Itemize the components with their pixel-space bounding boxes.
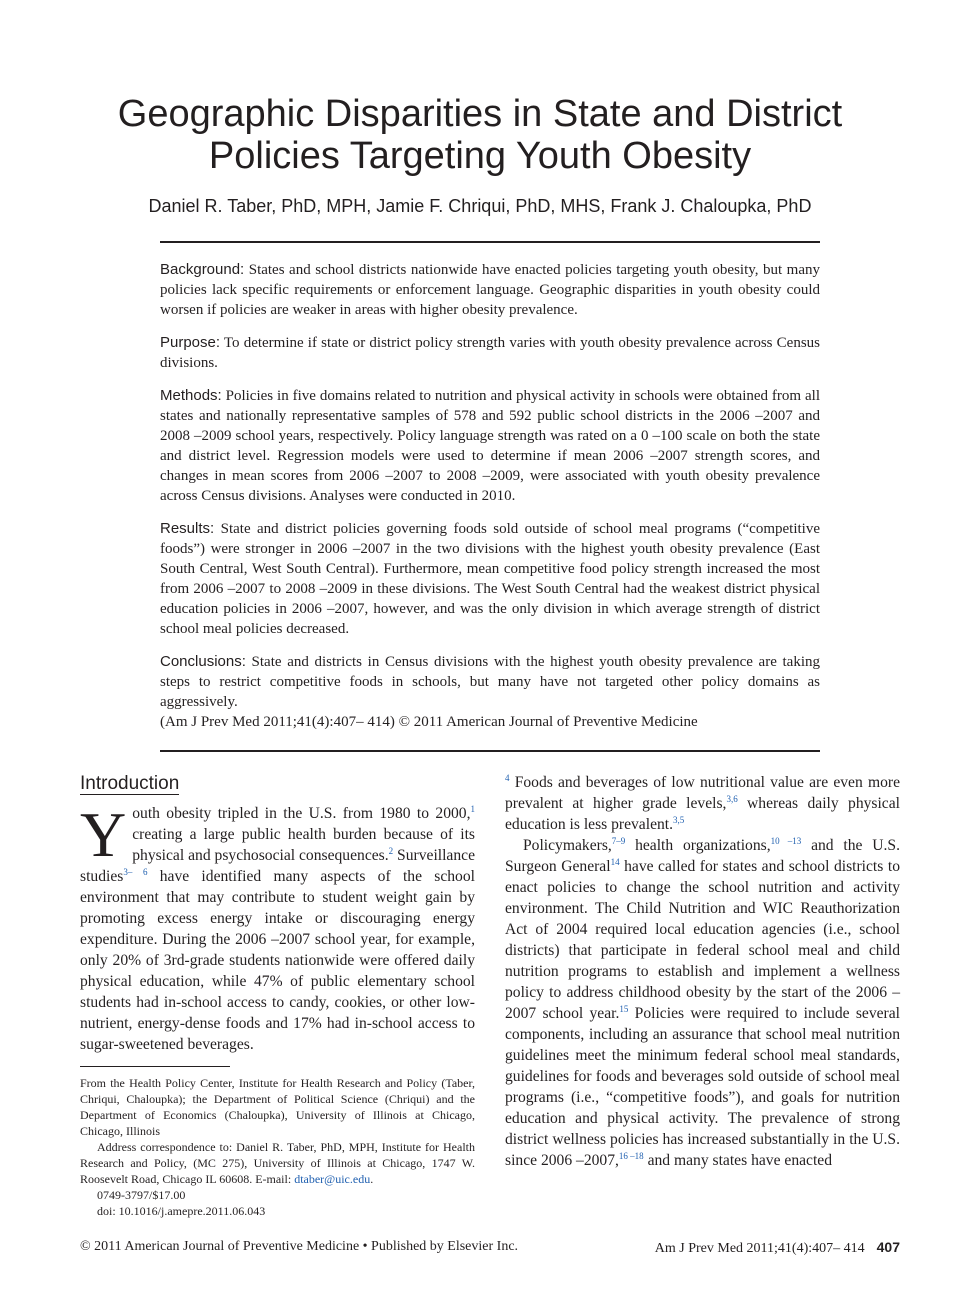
ref-link[interactable]: 1	[470, 803, 475, 814]
section-heading	[80, 772, 475, 796]
drop-cap: Y	[80, 799, 127, 870]
title-line-1: Geographic Disparities in State and District	[117, 93, 843, 135]
methods-text: Policies in five domains related to nutrition and physical activity in schools were obtained from all states and nationally representative samples of 578 and 592 public school districts in the 2006 –2007 and 2008 –2009 school years, respectively. Policy language strength was rated on a 0 –100 scale on both the state and district level. Regression models were used to determine if mean 2006 –2007 strength scores, and changes in mean scores from 2006 –2007 to 2008 –2009, were associated with youth obesity prevalence across Census divisions. Analyses were conducted in 2010.	[160, 388, 820, 504]
abstract-purpose	[160, 333, 820, 373]
abstract-bottom-rule	[160, 750, 820, 752]
intro-p1-text-d-start: have identified many aspects of the school environment that may contribute to student weight gain by promoting excess energy intake or discouraging energy expenditure. During the 2006 –2007 school year, for example, only 20% of 3rd-grade students nationwide were offered daily physical education, while 47% of public elementary school students had in-school access to candy, cookies, or other low-nutrient, energy-dense foods and 17% had in-school access to sugar-sweetened beverages.	[80, 868, 475, 1053]
footer-copyright: © 2011 American Journal of Preventive Medicine • Published by Elsevier Inc.	[80, 1239, 519, 1254]
page-number: 407	[876, 1239, 900, 1255]
email-link[interactable]: dtaber@uic.edu	[294, 1172, 371, 1186]
ref-link[interactable]: 14	[610, 856, 620, 867]
right-column	[505, 772, 900, 1171]
intro-p1-text-e: Foods and beverages of low nutritional value are even more prevalent at higher grade levels,	[505, 774, 900, 812]
title-line-2: Policies Targeting Youth Obesity	[208, 135, 752, 177]
intro-paragraph-1	[80, 799, 475, 1055]
abstract-conclusions	[160, 652, 820, 712]
intro-p1-text-a: outh obesity tripled in the U.S. from 1980 to 2000,	[132, 805, 471, 822]
background-label: Background:	[160, 261, 245, 278]
intro-paragraph-1-cont	[505, 772, 900, 835]
author-list: Daniel R. Taber, PhD, MPH, Jamie F. Chriqui, PhD, MHS, Frank J. Chaloupka, PhD	[148, 196, 812, 216]
results-label: Results:	[160, 520, 215, 537]
methods-label: Methods:	[160, 387, 222, 404]
conclusions-label: Conclusions:	[160, 653, 246, 670]
ref-link[interactable]: 16 –18	[618, 1150, 644, 1161]
affiliation-note: From the Health Policy Center, Institute for Health Research and Policy (Taber, Chriqui, Chaloupka); the Department of Political Science (Chriqui) and the Department of Economics (Chaloupka), University of Illinois at Chicago, Chicago, Illinois	[80, 1076, 475, 1138]
abstract	[160, 260, 820, 745]
intro-paragraph-2	[505, 835, 900, 1171]
background-text: States and school districts nationwide have enacted policies targeting youth obesity, but many policies lack specific requirements or enforcement language. Geographic disparities in youth obesity could worsen if policies are weaker in areas with higher obesity prevalence.	[160, 262, 820, 318]
correspondence-period: .	[370, 1172, 374, 1186]
ref-link[interactable]: 3,6	[726, 793, 738, 804]
footer-journal	[655, 1238, 900, 1258]
intro-p2-text-f: and many states have enacted	[643, 1152, 833, 1169]
abstract-methods	[160, 386, 820, 506]
intro-p1-text-f: whereas daily physical education is less prevalent.	[505, 795, 900, 833]
doi-note: doi: 10.1016/j.amepre.2011.06.043	[97, 1204, 266, 1218]
intro-p2-text-a: Policymakers,	[523, 837, 612, 854]
intro-p1-text-c: Surveillance studies	[80, 847, 475, 885]
issn-note: 0749-3797/$17.00	[97, 1188, 186, 1202]
intro-p2-text-e: Policies were required to include several components, including an assurance that school meal nutrition guidelines meet the minimum federal school meal standards, guidelines for foods and beverages sold outside of school meal programs (i.e., “competitive foods”), and goals for nutrition education and physical activity. The prevalence of strong district wellness policies has increased substantially in the U.S. since 2006 –2007,	[505, 1005, 900, 1169]
ref-link[interactable]: 3,5	[673, 814, 685, 825]
correspondence-text: Address correspondence to: Daniel R. Taber, PhD, MPH, Institute for Health Research and Policy, (MC 275), University of Illinois at Chicago, 1747 W. Roosevelt Road, Chicago IL 60608. E-mail:	[80, 1140, 475, 1186]
footnotes	[80, 1075, 475, 1219]
ref-link[interactable]: 3– 6	[123, 866, 148, 877]
purpose-text: To determine if state or district policy strength varies with youth obesity prevalence across Census divisions.	[160, 335, 820, 371]
introduction-heading: Introduction	[80, 773, 180, 794]
ref-link[interactable]: 2	[388, 845, 394, 856]
ref-link[interactable]: 4	[505, 772, 510, 783]
correspondence-note	[80, 1139, 475, 1187]
purpose-label: Purpose:	[160, 334, 221, 351]
conclusions-text: State and districts in Census divisions with the highest youth obesity prevalence are taking steps to restrict competitive foods in schools, but many have not targeted other policy domains as aggressively.	[160, 654, 820, 710]
footer-citation: Am J Prev Med 2011;41(4):407– 414	[654, 1241, 865, 1256]
footnote-rule	[80, 1066, 230, 1067]
abstract-citation: (Am J Prev Med 2011;41(4):407– 414) © 2011 American Journal of Preventive Medicine	[160, 714, 698, 730]
ref-link[interactable]: 7–9	[611, 835, 626, 846]
intro-p2-text-d: have called for states and school districts to enact policies to change the school nutrition and activity environment. The Child Nutrition and WIC Reauthorization Act of 2004 required local education agencies (i.e., school districts) that participate in federal school meal and child nutrition programs to establish and implement a wellness policy to address childhood obesity by the start of the 2006 –2007 school year.	[505, 858, 900, 1022]
abstract-results	[160, 519, 820, 639]
intro-p2-text-b: health organizations,	[625, 837, 771, 854]
results-text: State and district policies governing foods sold outside of school meal programs (“competitive foods”) were stronger in 2006 –2007 in the two divisions with the highest youth obesity prevalence (East South Central, West South Central). Furthermore, mean competitive food policy strength increased the most from 2006 –2007 to 2008 –2009 in these divisions. The West South Central had the weakest district physical education policies in 2006 –2007, however, and was the only division in which average strength of district school meal policies decreased.	[160, 521, 820, 637]
abstract-background	[160, 260, 820, 320]
abstract-top-rule	[160, 241, 820, 243]
ref-link[interactable]: 10 –13	[770, 835, 802, 846]
intro-p1-text-b: creating a large public health burden because of its physical and psychosocial consequences.	[132, 826, 475, 864]
article-title	[60, 93, 900, 177]
intro-p2-text-c: and the U.S. Surgeon General	[505, 837, 900, 875]
left-column	[80, 772, 475, 1055]
ref-link[interactable]: 15	[619, 1003, 629, 1014]
